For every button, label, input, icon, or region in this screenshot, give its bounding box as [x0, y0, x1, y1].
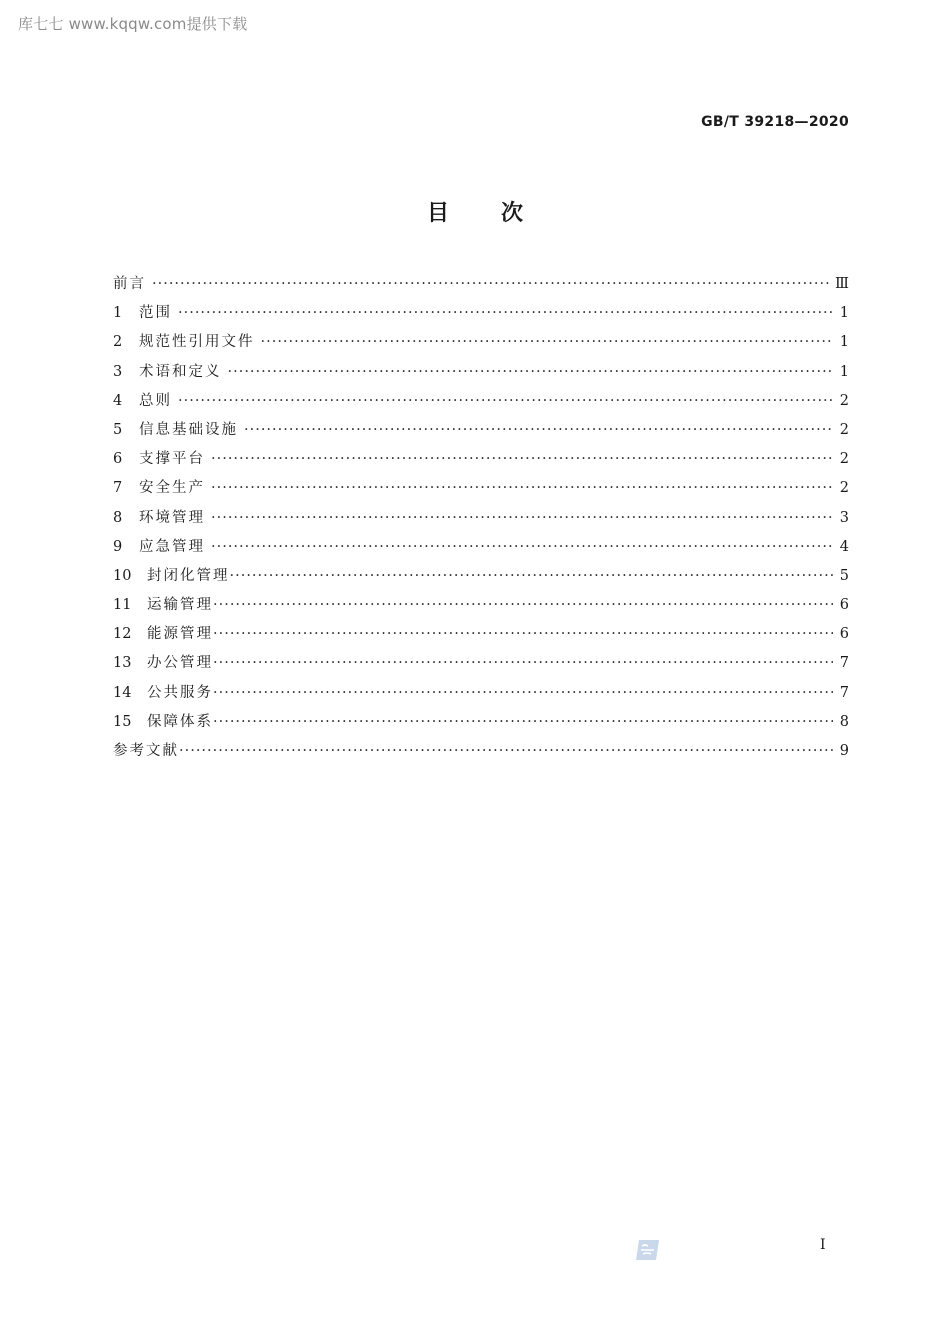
toc-entry-label: 参考文献	[113, 743, 179, 759]
toc-entry-page: 1	[839, 305, 849, 322]
toc-entry-page: 8	[839, 713, 849, 730]
toc-entry-page: Ⅲ	[835, 276, 849, 292]
title-char-2: 次	[501, 201, 524, 226]
toc-entry[interactable]	[113, 652, 849, 681]
toc-entry-page: 2	[839, 421, 849, 438]
toc-leader-dots	[211, 448, 833, 470]
toc-entry[interactable]	[113, 331, 849, 360]
toc-entry[interactable]	[113, 740, 849, 769]
toc-entry-page: 7	[839, 655, 849, 672]
toc-entry-number: 8	[113, 509, 123, 526]
toc-leader-dots	[213, 682, 833, 704]
watermark-text: 库七七 www.kqqw.com提供下载	[18, 15, 248, 33]
toc-entry[interactable]	[113, 448, 849, 477]
toc-leader-dots	[152, 273, 829, 295]
toc-entry-page: 6	[839, 626, 849, 643]
toc-entry[interactable]	[113, 623, 849, 652]
toc-entry-label: 环境管理	[139, 509, 205, 526]
toc-entry-label: 公共服务	[147, 684, 213, 701]
toc-entry[interactable]	[113, 390, 849, 419]
toc-entry-number: 3	[113, 363, 123, 380]
toc-entry-label: 封闭化管理	[147, 567, 230, 584]
toc-entry-label: 术语和定义	[139, 363, 222, 380]
toc-entry-number: 4	[113, 392, 123, 409]
toc-entry-label: 保障体系	[147, 713, 213, 730]
toc-entry[interactable]	[113, 682, 849, 711]
toc-entry-number: 1	[113, 305, 123, 322]
toc-leader-dots	[213, 652, 833, 674]
toc-entry-label: 支撑平台	[139, 451, 205, 468]
toc-entry-label: 规范性引用文件	[139, 334, 255, 351]
toc-entry-label: 运输管理	[147, 597, 213, 614]
toc-entry-number: 15	[113, 713, 132, 730]
toc-leader-dots	[178, 302, 833, 324]
toc-entry-number: 9	[113, 538, 123, 555]
toc-leader-dots	[178, 390, 833, 412]
toc-entry-page: 2	[839, 451, 849, 468]
toc-leader-dots	[213, 623, 833, 645]
toc-leader-dots	[261, 331, 834, 353]
toc-entry-page: 1	[839, 363, 849, 380]
toc-leader-dots	[211, 477, 833, 499]
toc-leader-dots	[213, 594, 833, 616]
toc-entry-page: 2	[839, 480, 849, 497]
toc-entry[interactable]	[113, 536, 849, 565]
toc-entry-number: 2	[113, 334, 123, 351]
title-char-1: 目	[426, 201, 449, 226]
toc-entry[interactable]	[113, 711, 849, 740]
toc-entry-page: 4	[839, 538, 849, 555]
toc-entry-label: 办公管理	[147, 655, 213, 672]
toc-entry-page: 7	[839, 684, 849, 701]
toc-entry-page: 6	[839, 597, 849, 614]
toc-entry-label: 应急管理	[139, 538, 205, 555]
toc-entry-label: 范围	[139, 305, 172, 322]
toc-leader-dots	[228, 361, 834, 383]
toc-leader-dots	[244, 419, 833, 441]
toc-entry-number: 6	[113, 451, 123, 468]
toc-entry-label: 安全生产	[139, 480, 205, 497]
toc-entry[interactable]	[113, 273, 849, 302]
toc-entry-number: 10	[113, 567, 132, 584]
standard-number: GB/T 39218—2020	[701, 114, 849, 130]
toc-entry-number: 13	[113, 655, 132, 672]
toc-entry-number: 11	[113, 597, 132, 614]
page-number: I	[820, 1237, 826, 1253]
toc-leader-dots	[211, 507, 833, 529]
toc-entry-number: 12	[113, 626, 132, 643]
toc-leader-dots	[179, 740, 833, 762]
toc-entry[interactable]	[113, 477, 849, 506]
toc-entry-number: 5	[113, 421, 123, 438]
sac-logo-icon	[636, 1238, 662, 1262]
toc-entry-page: 1	[839, 334, 849, 351]
toc-entry[interactable]	[113, 594, 849, 623]
toc-entry[interactable]	[113, 565, 849, 594]
toc-entry-number: 14	[113, 684, 132, 701]
toc-entry[interactable]	[113, 419, 849, 448]
toc-entry-label: 能源管理	[147, 626, 213, 643]
table-of-contents	[113, 273, 849, 769]
toc-entry[interactable]	[113, 361, 849, 390]
toc-entry-label: 总则	[139, 392, 172, 409]
page-title	[0, 196, 950, 227]
toc-entry-page: 5	[839, 567, 849, 584]
toc-entry-number: 7	[113, 480, 123, 497]
toc-leader-dots	[211, 536, 833, 558]
toc-entry-label: 信息基础设施	[139, 421, 238, 438]
toc-leader-dots	[230, 565, 834, 587]
toc-entry-page: 3	[839, 509, 849, 526]
toc-entry[interactable]	[113, 507, 849, 536]
toc-entry-label: 前言	[113, 276, 146, 292]
toc-leader-dots	[213, 711, 833, 733]
toc-entry-page: 9	[839, 743, 849, 759]
toc-entry[interactable]	[113, 302, 849, 331]
toc-entry-page: 2	[839, 392, 849, 409]
